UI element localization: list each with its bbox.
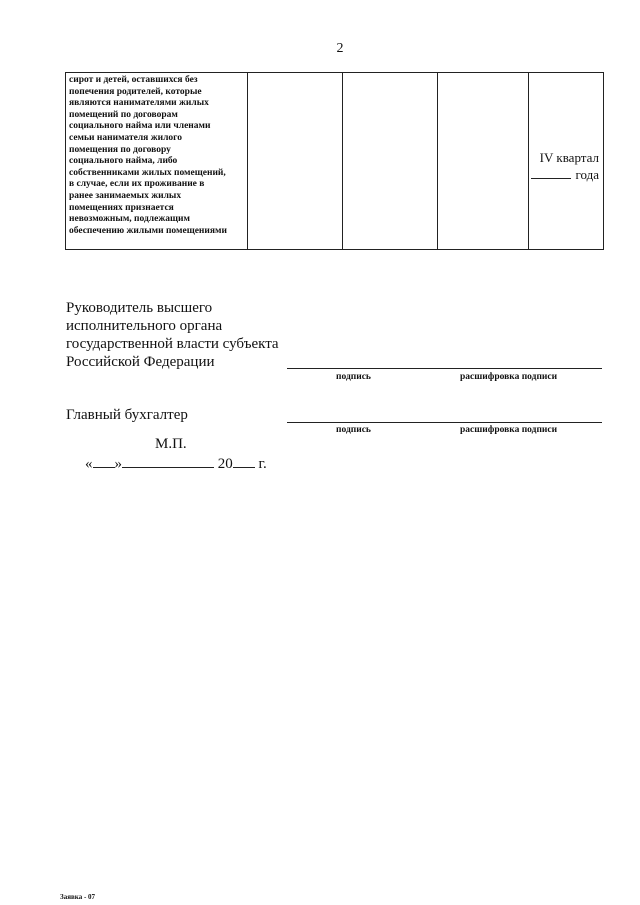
description-line: ранее занимаемых жилых bbox=[69, 190, 182, 201]
quarter-label: IV квартал bbox=[539, 150, 599, 165]
table-empty-cell bbox=[343, 73, 438, 249]
year-blank-line bbox=[531, 169, 571, 179]
description-line: в случае, если их проживание в bbox=[69, 179, 205, 190]
date-row bbox=[85, 453, 267, 473]
description-line: помещения по договору bbox=[69, 144, 171, 155]
date-year-blank bbox=[233, 453, 255, 468]
head-signature-caption: подпись bbox=[336, 372, 371, 382]
description-line: являются нанимателями жилых bbox=[69, 98, 209, 109]
accountant-decryption-caption: расшифровка подписи bbox=[460, 425, 558, 435]
footer-code: Заявка - 07 bbox=[60, 893, 96, 901]
description-line: сирот и детей, оставшихся без bbox=[69, 75, 198, 85]
year-line bbox=[531, 166, 599, 183]
accountant-title: Главный бухгалтер bbox=[66, 407, 188, 423]
head-signature-line bbox=[287, 368, 602, 369]
description-line: невозможным, подлежащим bbox=[69, 214, 190, 225]
accountant-signature-line bbox=[287, 422, 602, 423]
head-title-line: Руководитель высшего bbox=[66, 300, 213, 316]
head-title-line: Российской Федерации bbox=[66, 354, 215, 370]
table-empty-cell bbox=[438, 73, 529, 249]
description-line: социального найма или членами bbox=[69, 121, 211, 132]
page-number: 2 bbox=[336, 41, 344, 56]
head-title-line: государственной власти субъекта bbox=[66, 336, 279, 352]
table-description-cell bbox=[66, 73, 248, 249]
head-title-line: исполнительного органа bbox=[66, 318, 223, 334]
date-close-quote: » bbox=[114, 456, 122, 472]
head-decryption-caption: расшифровка подписи bbox=[460, 372, 558, 382]
description-line: собственниками жилых помещений, bbox=[69, 167, 226, 178]
description-line: помещениях признается bbox=[69, 202, 174, 213]
accountant-signature-caption: подпись bbox=[336, 425, 371, 435]
date-year-prefix: 20 bbox=[217, 456, 233, 472]
application-table bbox=[65, 72, 604, 250]
date-year-suffix: г. bbox=[258, 456, 267, 472]
description-line: семьи нанимателя жилого bbox=[69, 132, 182, 143]
table-empty-cell bbox=[248, 73, 343, 249]
description-line: обеспечению жилыми помещениями bbox=[69, 225, 227, 236]
table-quarter-cell bbox=[529, 73, 603, 249]
description-line: помещений по договорам bbox=[69, 109, 178, 120]
description-line: социального найма, либо bbox=[69, 156, 178, 167]
date-open-quote: « bbox=[85, 456, 93, 472]
description-line: попечения родителей, которые bbox=[69, 86, 202, 97]
date-day-blank bbox=[93, 453, 115, 468]
stamp-label: М.П. bbox=[155, 436, 187, 452]
date-month-blank bbox=[122, 453, 214, 468]
year-label: года bbox=[575, 167, 599, 182]
head-title bbox=[66, 299, 279, 371]
